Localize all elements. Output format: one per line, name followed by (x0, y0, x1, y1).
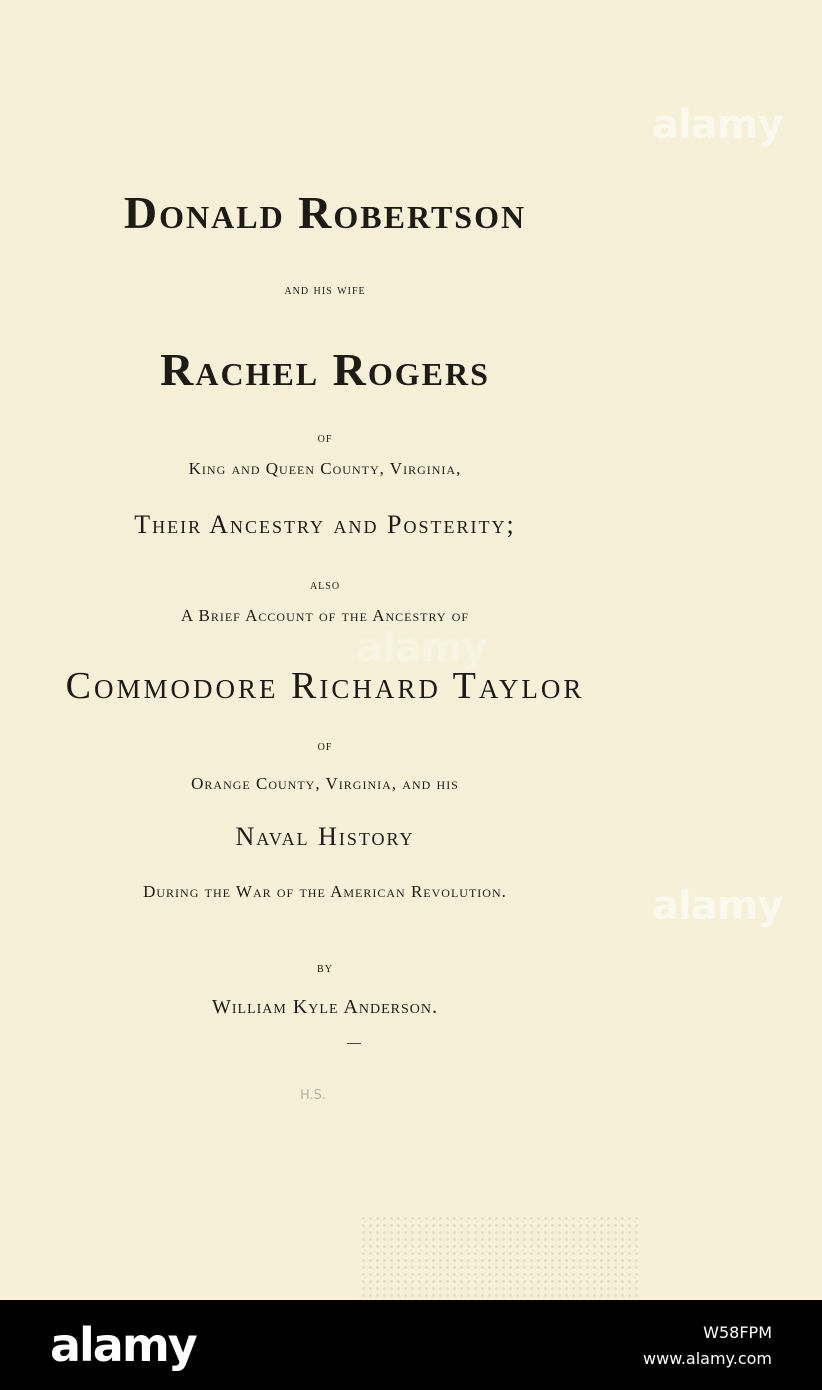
subtitle-by: by (317, 961, 333, 976)
title-rachel-rogers: Rachel Rogers (160, 344, 490, 395)
subtitle-king-and-queen: King and Queen County, Virginia, (188, 459, 462, 478)
title-donald-robertson: Donald Robertson (123, 187, 527, 238)
library-stamp: H.S. (300, 1088, 327, 1103)
divider-dash (347, 1043, 361, 1044)
site-url: www.alamy.com (643, 1349, 772, 1368)
footer-bar (0, 1300, 822, 1390)
alamy-logo: alamy (50, 1318, 196, 1372)
subtitle-brief-account: A Brief Account of the Ancestry of (180, 606, 470, 625)
watermark-top: alamy (652, 102, 783, 148)
title-commodore-taylor: Commodore Richard Taylor (65, 665, 585, 707)
embossed-seal (360, 1215, 640, 1297)
subtitle-of-2: of (317, 739, 333, 754)
watermark-bottom: alamy (652, 883, 783, 929)
subtitle-naval-history: Naval History (235, 822, 415, 851)
image-id: W58FPM (703, 1323, 772, 1342)
author-name: William Kyle Anderson. (212, 996, 438, 1018)
subtitle-orange-county: Orange County, Virginia, and his (191, 774, 459, 793)
subtitle-also: also (309, 578, 341, 593)
subtitle-of-1: of (317, 431, 333, 446)
subtitle-ancestry-posterity: Their Ancestry and Posterity; (134, 510, 516, 539)
watermark-center: alamy (356, 625, 487, 671)
subtitle-revolution: During the War of the American Revolution. (143, 882, 507, 901)
image-id-block (643, 1320, 772, 1372)
subtitle-and-his-wife: and his wife (284, 283, 366, 298)
